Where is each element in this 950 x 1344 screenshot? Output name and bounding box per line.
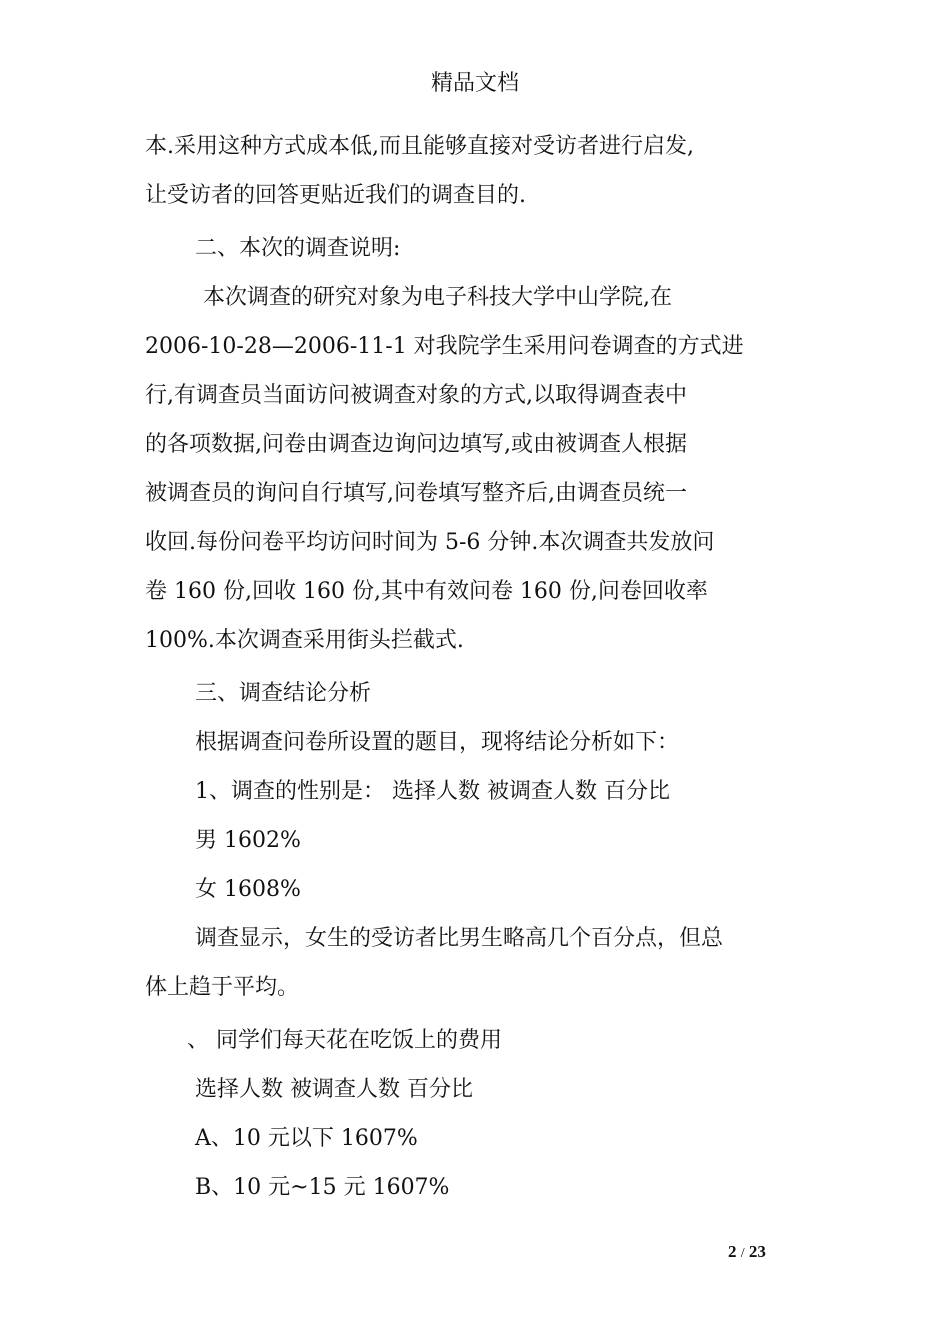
document-body — [145, 122, 810, 1212]
paragraph-line: 本.采用这种方式成本低,而且能够直接对受访者进行启发, — [145, 134, 694, 159]
paragraph-line: 的各项数据,问卷由调查边询问边填写,或由被调查人根据 — [145, 432, 687, 457]
question-title-gender: 1、调查的性别是： 选择人数 被调查人数 百分比 — [195, 779, 670, 804]
paragraph-line: 调查显示，女生的受访者比男生略高几个百分点，但总 — [195, 926, 724, 951]
paragraph-line: 根据调查问卷所设置的题目，现将结论分析如下： — [195, 730, 680, 755]
question-title-meal-cost: 、 同学们每天花在吃饭上的费用 — [187, 1028, 502, 1053]
answer-row-a: A、10 元以下 1607% — [195, 1126, 418, 1151]
paragraph-line: 卷 160 份,回收 160 份,其中有效问卷 160 份,问卷回收率 — [145, 579, 708, 604]
section-heading-survey-notes: 二、本次的调查说明: — [195, 236, 401, 261]
paragraph-line: 体上趋于平均。 — [145, 975, 300, 1000]
page-separator: / — [740, 1246, 745, 1261]
answer-row-b: B、10 元~15 元 1607% — [195, 1175, 450, 1200]
paragraph-line: 100%.本次调查采用街头拦截式. — [145, 628, 464, 653]
answer-row-male: 男 1602% — [195, 828, 301, 853]
paragraph-line: 让受访者的回答更贴近我们的调查目的. — [145, 183, 526, 208]
current-page: 2 — [728, 1242, 737, 1261]
page-number — [728, 1242, 766, 1262]
answer-table-header: 选择人数 被调查人数 百分比 — [195, 1077, 473, 1102]
total-pages: 23 — [748, 1242, 766, 1261]
paragraph-line: 收回.每份问卷平均访问时间为 5-6 分钟.本次调查共发放问 — [145, 530, 715, 555]
paragraph-line: 被调查员的询问自行填写,问卷填写整齐后,由调查员统一 — [145, 481, 687, 506]
section-heading-conclusion-analysis: 三、调查结论分析 — [195, 681, 372, 706]
answer-row-female: 女 1608% — [195, 877, 301, 902]
document-header-title: 精品文档 — [430, 71, 519, 96]
paragraph-line: 行,有调查员当面访问被调查对象的方式,以取得调查表中 — [145, 383, 687, 408]
paragraph-line: 2006-10-28—2006-11-1 对我院学生采用问卷调查的方式进 — [145, 334, 744, 359]
paragraph-line: 本次调查的研究对象为电子科技大学中山学院,在 — [203, 285, 672, 310]
